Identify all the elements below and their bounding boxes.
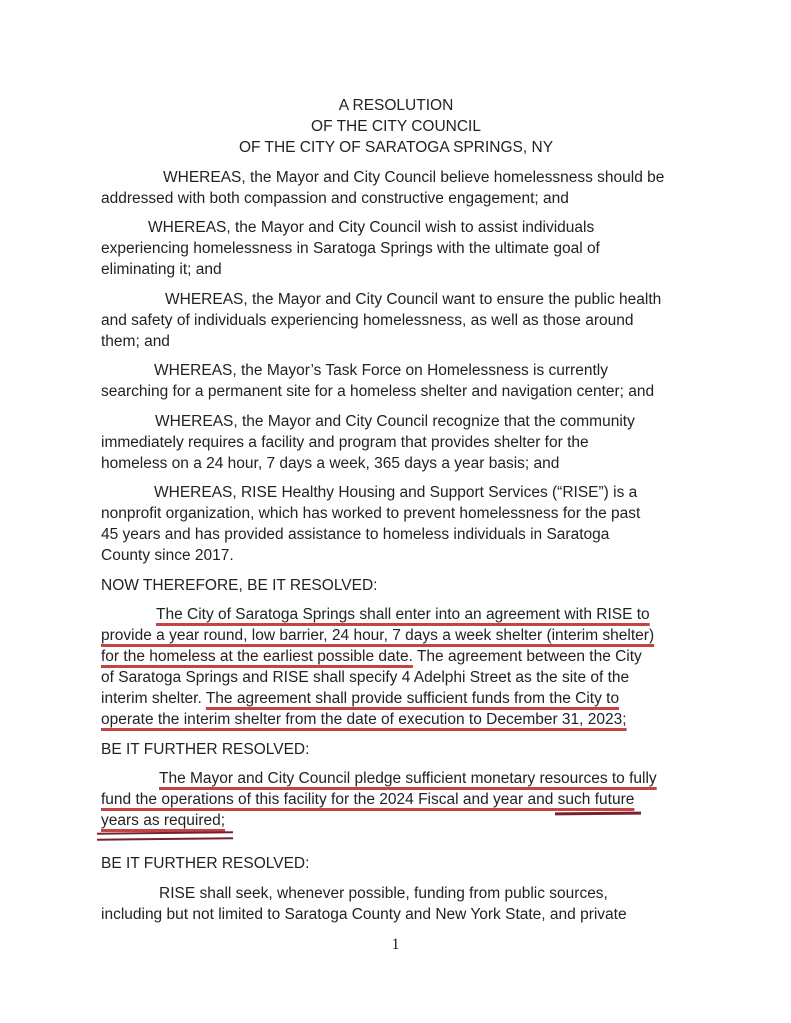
red-underlined-text: provide a year round, low barrier, 24 hour, 7 days a week shelter (interim shelter) <box>101 627 655 644</box>
red-underlined-text: The City of Saratoga Springs shall enter into an agreement with RISE to <box>156 606 650 623</box>
resolved-1 <box>101 604 791 730</box>
text-segment: BE IT FURTHER RESOLVED: <box>101 740 310 758</box>
text-segment: them; and <box>101 332 170 350</box>
text-segment: immediately requires a facility and program that provides shelter for the <box>101 433 589 451</box>
text-segment: OF THE CITY OF SARATOGA SPRINGS, NY <box>238 139 554 156</box>
text-segment: WHEREAS, the Mayor and City Council wish to assist individuals <box>148 219 595 236</box>
page-number: 1 <box>391 936 400 953</box>
resolved-2 <box>101 768 791 831</box>
red-underlined-text: The agreement shall provide sufficient funds from the City to <box>205 690 620 707</box>
resolved-3 <box>101 883 791 925</box>
text-segment: WHEREAS, the Mayor’s Task Force on Homelessness is currently <box>154 362 608 379</box>
red-underlined-text: years as required; <box>101 812 226 829</box>
text-segment: RISE shall seek, whenever possible, funding from public sources, <box>159 884 608 902</box>
text-segment: A RESOLUTION <box>338 97 454 114</box>
text-segment: OF THE CITY COUNCIL <box>311 118 481 135</box>
text-segment: experiencing homelessness in Saratoga Springs with the ultimate goal of <box>101 240 600 257</box>
text-segment: WHEREAS, the Mayor and City Council recognize that the community <box>155 412 635 430</box>
text-segment: searching for a permanent site for a homeless shelter and navigation center; and <box>101 383 655 400</box>
text-segment: 45 years and has provided assistance to homeless individuals in Saratoga <box>101 526 610 543</box>
text-segment: including but not limited to Saratoga County and New York State, and private <box>101 905 627 923</box>
be-it-further-resolved-2 <box>101 853 791 874</box>
be-it-further-resolved-1 <box>101 739 791 760</box>
text-segment: NOW THEREFORE, BE IT RESOLVED: <box>101 576 378 594</box>
red-underlined-text: operate the interim shelter from the date of execution to December 31, 2023; <box>101 711 627 728</box>
text-segment: addressed with both compassion and constructive engagement; and <box>101 189 569 207</box>
whereas-community-need <box>101 411 791 474</box>
text-segment: homeless on a 24 hour, 7 days a week, 365 days a year basis; and <box>101 454 560 472</box>
text-segment: County since 2017. <box>101 547 234 564</box>
document-title <box>101 95 691 158</box>
red-underlined-text: such future <box>557 791 635 808</box>
text-segment: interim shelter. <box>101 690 206 707</box>
text-segment: nonprofit organization, which has worked to prevent homelessness for the past <box>101 505 641 522</box>
text-segment: and safety of individuals experiencing homelessness, as well as those around <box>101 311 634 329</box>
document-body <box>101 95 791 925</box>
text-segment: of Saratoga Springs and RISE shall specify 4 Adelphi Street as the site of the <box>101 669 630 686</box>
text-segment: The agreement between the City <box>412 648 642 665</box>
whereas-public-health <box>101 289 791 352</box>
whereas-compassion <box>101 167 791 209</box>
whereas-rise <box>101 482 791 566</box>
text-segment: eliminating it; and <box>101 261 222 278</box>
whereas-assist <box>101 217 791 280</box>
whereas-task-force <box>101 360 791 402</box>
text-segment: WHEREAS, RISE Healthy Housing and Support Services (“RISE”) is a <box>154 484 638 501</box>
text-segment: WHEREAS, the Mayor and City Council want to ensure the public health <box>165 290 662 308</box>
red-underlined-text: for the homeless at the earliest possible date. <box>101 648 413 665</box>
text-segment: BE IT FURTHER RESOLVED: <box>101 855 310 872</box>
red-underlined-text: The Mayor and City Council pledge sufficient monetary resources to fully <box>159 770 657 787</box>
now-therefore-heading <box>101 575 791 596</box>
red-underlined-text: fund the operations of this facility for the 2024 Fiscal and year and <box>101 791 558 808</box>
text-segment: WHEREAS, the Mayor and City Council believe homelessness should be <box>163 168 665 186</box>
